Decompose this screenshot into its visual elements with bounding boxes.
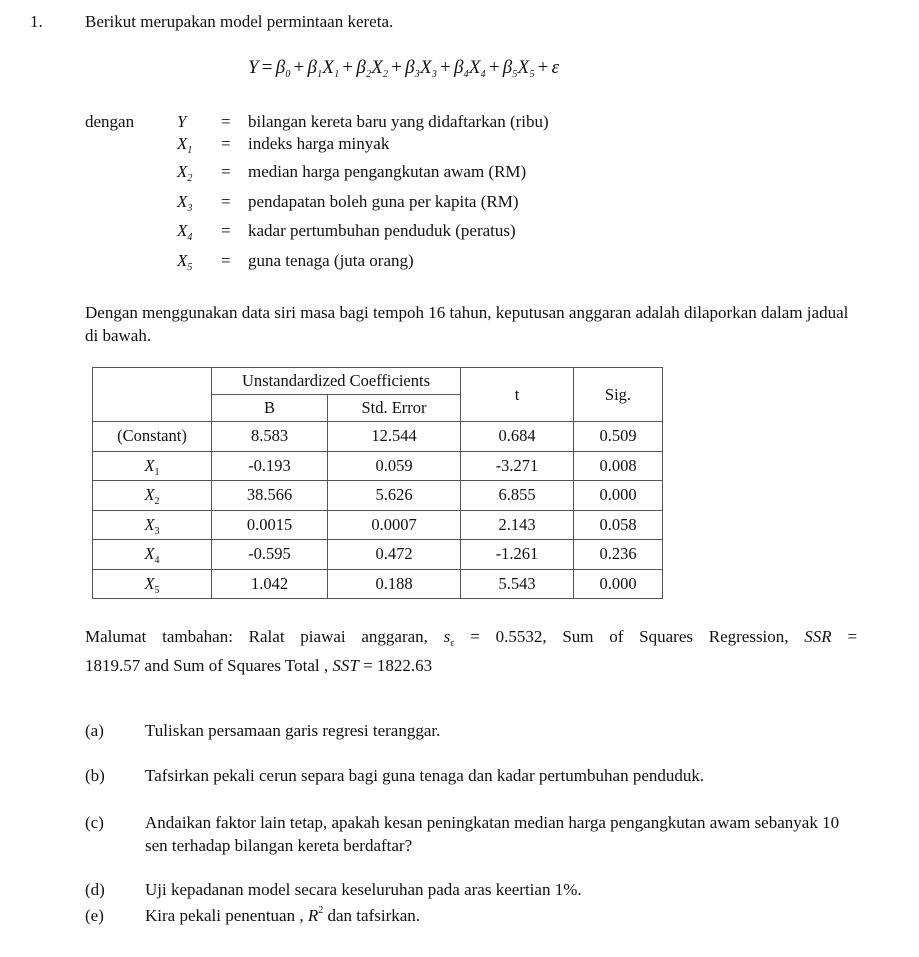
header-t: t — [461, 368, 574, 422]
cell-sig: 0.000 — [574, 481, 663, 511]
cell-t: 0.684 — [461, 422, 574, 452]
cell-b: 8.583 — [212, 422, 328, 452]
cell-std-error: 12.544 — [328, 422, 461, 452]
coefficients-table — [92, 367, 663, 599]
eq-plus: + — [440, 57, 451, 78]
sub-question-label: (d) — [85, 880, 105, 899]
additional-info-line-1: Malumat tambahan: Ralat piawai anggaran, $s_\varepsilon = 0.5532$, Sum of Squares Regression, SSR = — [85, 627, 858, 649]
question-intro: Berikut merupakan model permintaan kereta. — [85, 12, 394, 31]
cell-b: -0.193 — [212, 451, 328, 481]
additional-information — [85, 622, 857, 680]
regression-model-equation — [248, 57, 559, 79]
cell-sig: 0.008 — [574, 451, 663, 481]
definition-equals: = — [221, 251, 231, 270]
table-row — [93, 540, 663, 570]
header-sig: Sig. — [574, 368, 663, 422]
definition-equals: = — [221, 221, 231, 240]
header-empty — [93, 368, 212, 422]
data-description-paragraph: Dengan menggunakan data siri masa bagi tempoh 16 tahun, keputusan anggaran adalah dilaporkan dalam jadual di bawah. — [85, 303, 849, 345]
eq-lhs: Y — [248, 57, 259, 78]
cell-t: -1.261 — [461, 540, 574, 570]
definitions-lead: dengan — [85, 112, 135, 131]
sub-question-label: (a) — [85, 721, 104, 740]
header-std-error: Std. Error — [328, 395, 461, 422]
table-row — [93, 451, 663, 481]
cell-b: 38.566 — [212, 481, 328, 511]
cell-std-error: 0.472 — [328, 540, 461, 570]
eq-term-1: $\beta_1X_1$ — [307, 57, 340, 80]
sub-question-label: (b) — [85, 766, 105, 785]
cell-sig: 0.058 — [574, 510, 663, 540]
table-row — [93, 422, 663, 452]
table-row — [93, 510, 663, 540]
sub-question-text: Uji kepadanan model secara keseluruhan pada aras keertian 1%. — [145, 880, 582, 899]
definition-variable: $X_5$ — [177, 251, 193, 273]
eq-plus: + — [391, 57, 403, 78]
row-label: $X_3$ — [93, 510, 212, 540]
definition-text: indeks harga minyak — [248, 134, 390, 153]
definition-text: guna tenaga (juta orang) — [248, 251, 414, 270]
eq-error-term: ε — [551, 57, 560, 78]
definition-variable: $X_2$ — [177, 162, 193, 184]
definition-text: median harga pengangkutan awam (RM) — [248, 162, 527, 181]
eq-term-0: $\beta_0$ — [275, 57, 291, 80]
definition-variable: $X_3$ — [177, 192, 193, 214]
eq-term-2: $\beta_2X_2$ — [356, 57, 389, 80]
cell-std-error: 0.188 — [328, 569, 461, 599]
definition-equals: = — [221, 192, 231, 211]
cell-t: 5.543 — [461, 569, 574, 599]
table-row — [93, 481, 663, 511]
question-number: 1. — [30, 12, 43, 31]
eq-plus: + — [488, 57, 500, 78]
header-b: B — [212, 395, 328, 422]
header-unstandardized-coefficients: Unstandardized Coefficients — [212, 368, 461, 395]
cell-b: -0.595 — [212, 540, 328, 570]
cell-t: -3.271 — [461, 451, 574, 481]
cell-std-error: 5.626 — [328, 481, 461, 511]
eq-plus: + — [537, 57, 549, 78]
row-label: $X_4$ — [93, 540, 212, 570]
sub-question-text: Kira pekali penentuan , $R^2$ dan tafsirkan. — [145, 905, 421, 925]
definition-variable: Y — [177, 112, 187, 131]
cell-t: 6.855 — [461, 481, 574, 511]
cell-t: 2.143 — [461, 510, 574, 540]
sub-question-text: Andaikan faktor lain tetap, apakah kesan peningkatan median harga pengangkutan awam sebanyak 10 sen terhadap bilangan kereta berdaftar? — [145, 813, 840, 855]
definition-text: pendapatan boleh guna per kapita (RM) — [248, 192, 519, 211]
cell-b: 0.0015 — [212, 510, 328, 540]
eq-plus: + — [293, 57, 305, 78]
cell-std-error: 0.0007 — [328, 510, 461, 540]
cell-sig: 0.000 — [574, 569, 663, 599]
row-label: $X_5$ — [93, 569, 212, 599]
definition-equals: = — [221, 112, 231, 131]
sub-question-label: (e) — [85, 906, 104, 925]
row-label: (Constant) — [93, 422, 212, 452]
row-label: $X_1$ — [93, 451, 212, 481]
cell-std-error: 0.059 — [328, 451, 461, 481]
definition-equals: = — [221, 162, 231, 181]
eq-term-4: $\beta_4X_4$ — [453, 57, 486, 80]
sub-question-label: (c) — [85, 813, 104, 832]
table-row — [93, 569, 663, 599]
definition-variable: $X_4$ — [177, 221, 193, 243]
eq-plus: + — [342, 57, 354, 78]
eq-term-5: $\beta_5X_5$ — [502, 57, 535, 80]
cell-b: 1.042 — [212, 569, 328, 599]
definition-text: bilangan kereta baru yang didaftarkan (ribu) — [248, 112, 549, 131]
definition-text: kadar pertumbuhan penduduk (peratus) — [248, 221, 516, 240]
sub-question-text: Tafsirkan pekali cerun separa bagi guna tenaga dan kadar pertumbuhan penduduk. — [145, 766, 705, 785]
additional-info-line-2: 1819.57 and Sum of Squares Total , SST = 1822.63 — [85, 656, 433, 675]
sub-question-text: Tuliskan persamaan garis regresi teranggar. — [145, 721, 441, 740]
row-label: $X_2$ — [93, 481, 212, 511]
cell-sig: 0.236 — [574, 540, 663, 570]
definition-variable: $X_1$ — [177, 134, 193, 156]
eq-equals: = — [261, 57, 273, 78]
eq-term-3: $\beta_3X_3$ — [405, 57, 438, 80]
table-header-row — [93, 368, 663, 395]
cell-sig: 0.509 — [574, 422, 663, 452]
definition-equals: = — [221, 134, 231, 153]
